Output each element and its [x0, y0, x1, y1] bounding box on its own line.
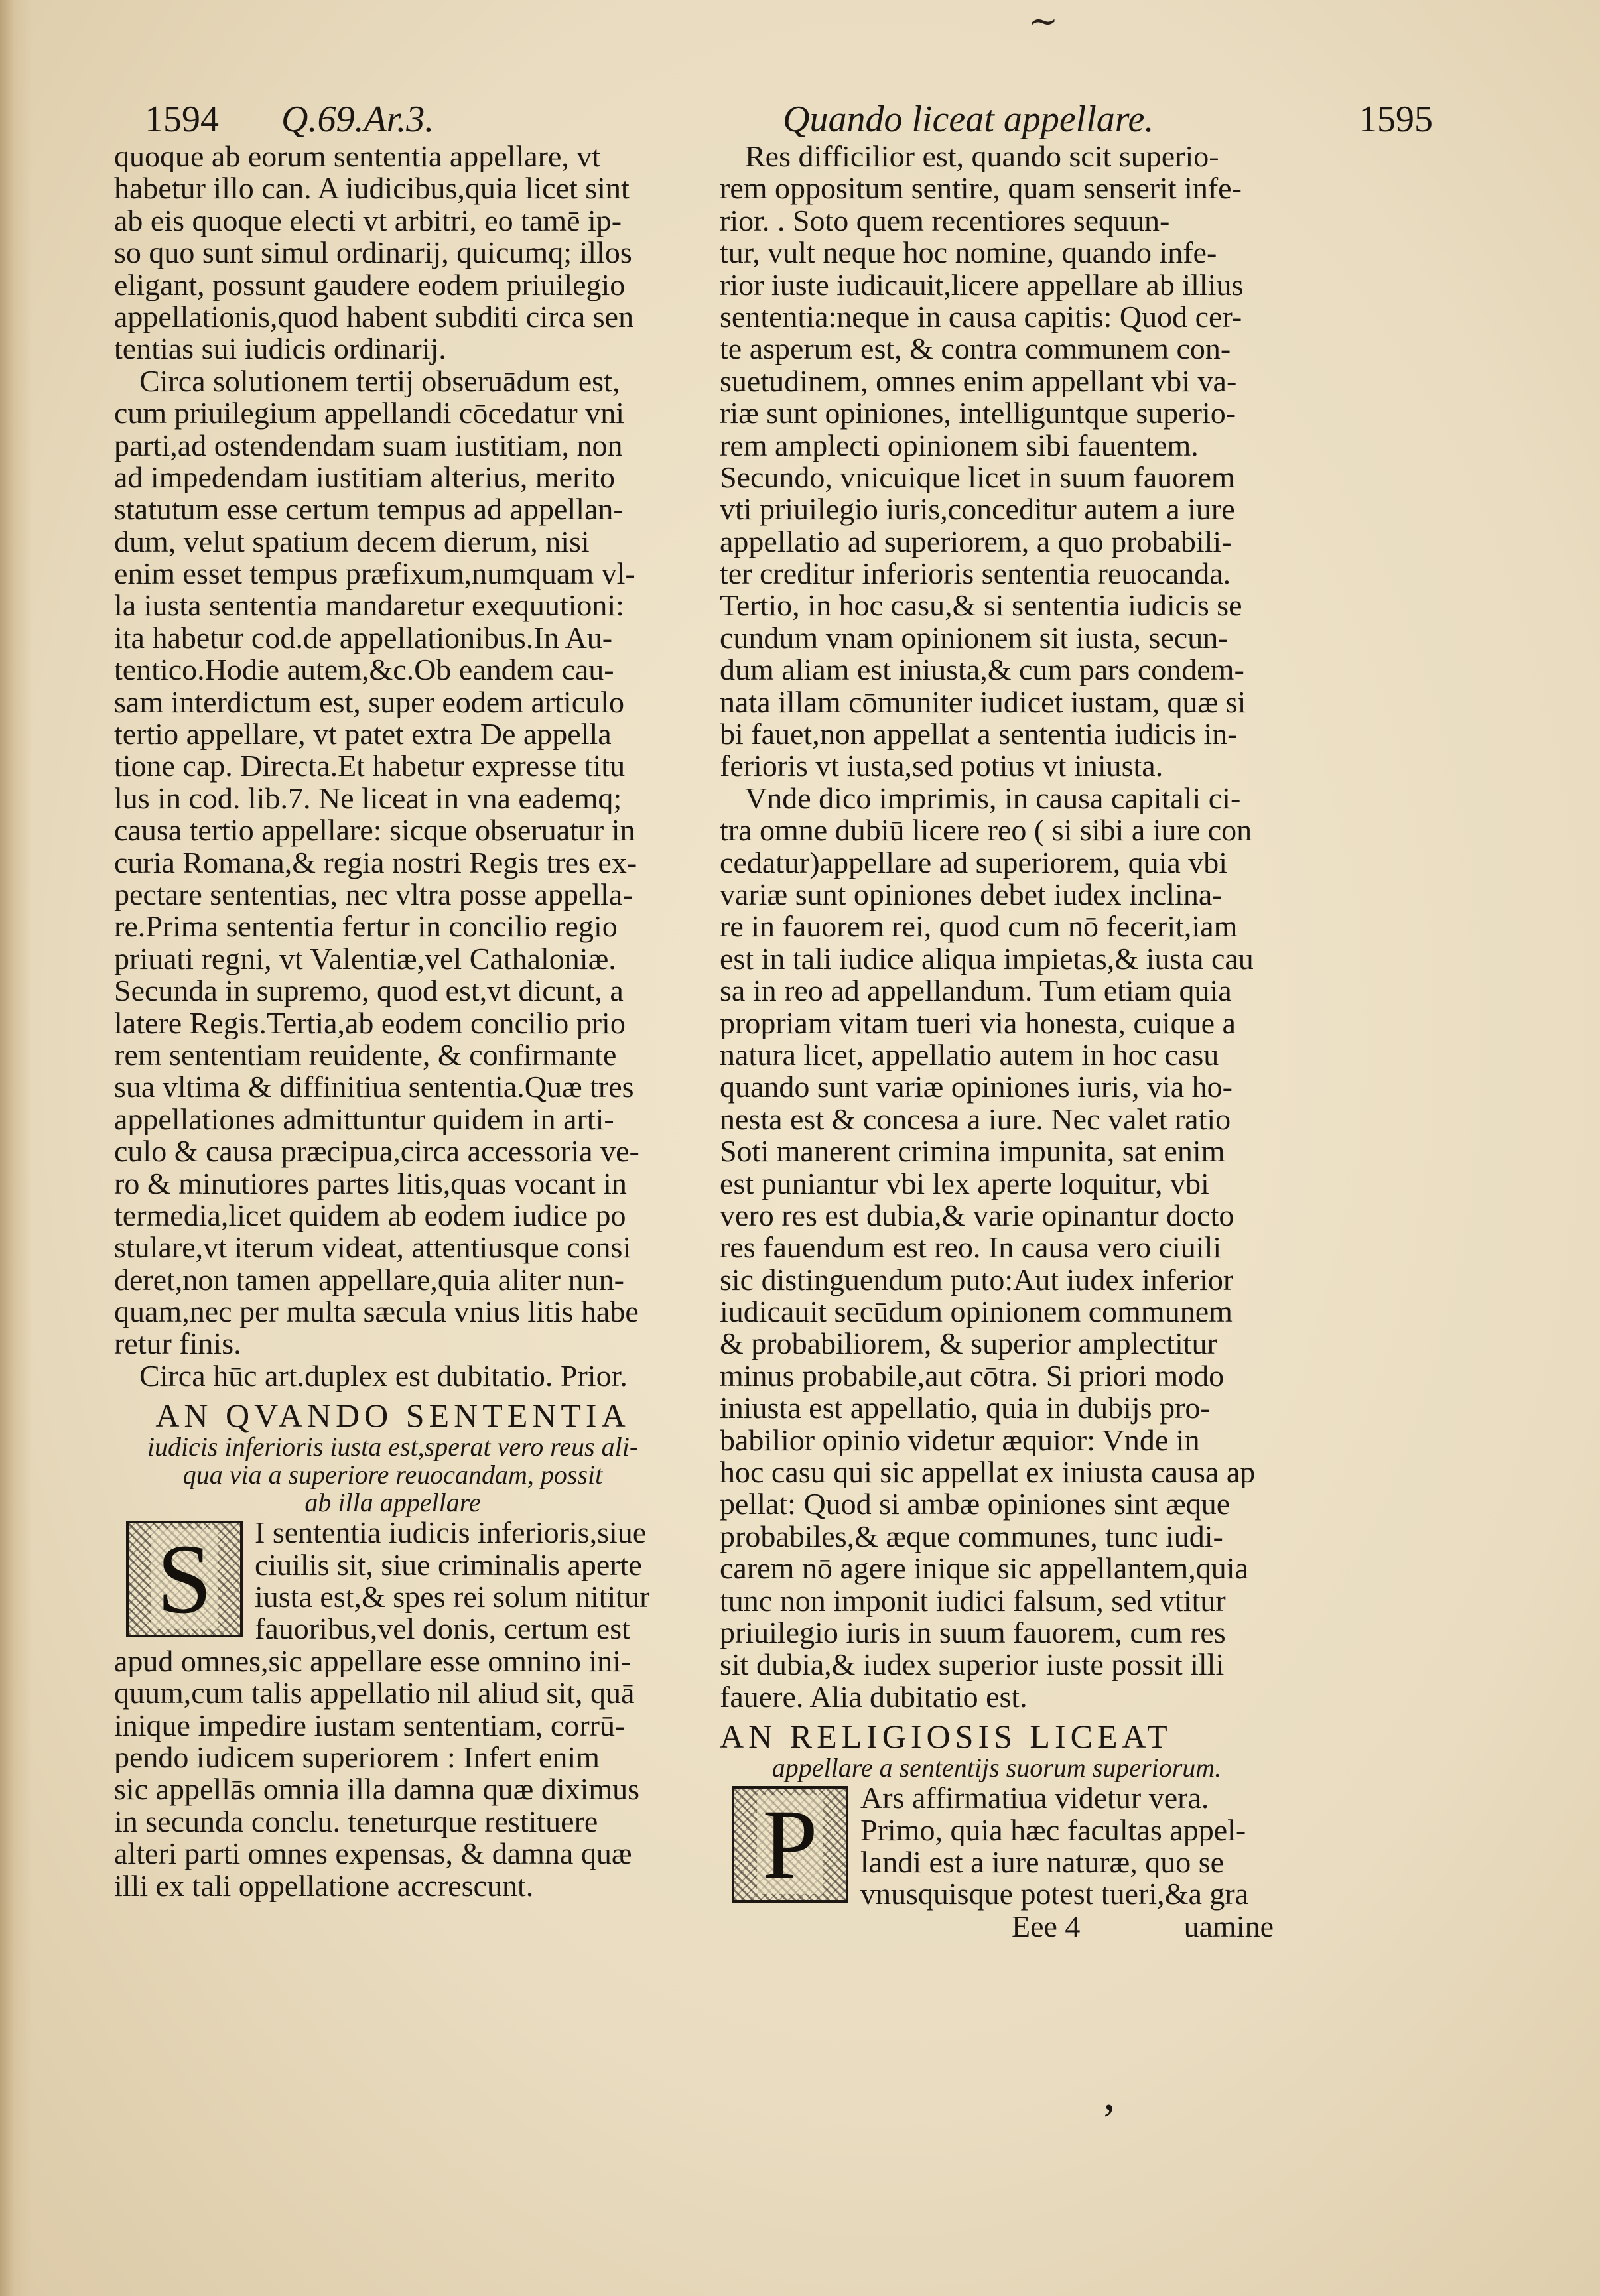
text-line: I sententia iudicis inferioris,siue [255, 1517, 647, 1549]
text-line: iniusta est appellatio, quia in dubijs pro- [720, 1392, 1211, 1425]
text-line: te asperum est, & contra communem con- [720, 333, 1231, 365]
text-line: appellationes admittuntur quidem in arti- [114, 1103, 614, 1136]
section-heading-caps-2: AN RELIGIOSIS LICEAT [720, 1718, 1172, 1755]
left-paragraph-3: Circa hūc art.duplex est dubitatio. Prior. [139, 1360, 628, 1393]
text-line: tentico.Hodie autem,&c.Ob eandem cau- [114, 654, 614, 686]
text-line: ad impedendam iustitiam alterius, merito [114, 461, 615, 494]
text-line: illi ex tali oppellatione accrescunt. [114, 1870, 534, 1902]
text-line: ro & minutiores partes litis,quas vocant in [114, 1167, 627, 1200]
text-line: apud omnes,sic appellare esse omnino ini- [114, 1645, 632, 1678]
text-line: cum priuilegium appellandi cōcedatur vni [114, 397, 624, 430]
catchword: uamine [1183, 1909, 1274, 1943]
text-line: re in fauorem rei, quod cum nō fecerit,iam [720, 911, 1238, 943]
text-line: stulare,vt iterum videat, attentiusque consi [114, 1232, 632, 1264]
text-line: ferioris vt iusta,sed potius vt iniusta. [720, 750, 1164, 783]
section-heading-italic [114, 1433, 671, 1517]
signature-line [720, 1911, 1274, 1943]
text-line: culo & causa præcipua,circa accessoria ve- [114, 1135, 639, 1168]
right-paragraph-2 [720, 783, 1274, 1713]
text-line: deret,non tamen appellare,quia aliter nun- [114, 1263, 624, 1297]
text-line: & probabiliorem, & superior amplectitur [720, 1328, 1217, 1360]
text-line: latere Regis.Tertia,ab eodem concilio prio [114, 1007, 626, 1039]
text-line: bi fauet,non appellat a sententia iudicis in- [720, 718, 1238, 751]
text-line: sam interdictum est, super eodem articulo [114, 686, 624, 719]
text-line: sa in reo ad appellandum. Tum etiam quia [720, 975, 1232, 1007]
text-line: pendo iudicem superiorem : Infert enim [114, 1741, 600, 1774]
text-line: statutum esse certum tempus ad appellan- [114, 493, 624, 526]
text-line: rem sententiam reuidente, & confirmante [114, 1039, 617, 1072]
text-line: alteri parti omnes expensas, & damna quæ [114, 1838, 632, 1870]
text-line: eligant, possunt gaudere eodem priuilegio [114, 269, 626, 301]
left-paragraph-2 [114, 365, 671, 1360]
text-line: iusta est,& spes rei solum nititur [255, 1581, 650, 1614]
text-line: est puniantur vbi lex aperte loquitur, vbi [720, 1167, 1209, 1200]
text-line: quoque ab eorum sententia appellare, vt [114, 141, 601, 173]
left-paragraph-1 [114, 141, 671, 365]
ink-mark: ∼ [1028, 0, 1059, 42]
text-line: est in tali iudice aliqua impietas,& iusta cau [720, 942, 1254, 976]
text-line: vnusquisque potest tueri,&a gra [860, 1878, 1249, 1911]
text-line: in secunda conclu. teneturque restituere [114, 1805, 598, 1838]
ink-blot: ’ [1101, 2095, 1117, 2146]
text-line: nesta est & concesa a iure. Nec valet ratio [720, 1103, 1231, 1136]
text-line: cundum vnam opinionem sit iusta, secun- [720, 621, 1229, 655]
text-line: curia Romana,& regia nostri Regis tres ex- [114, 846, 637, 879]
text-line: Secunda in supremo, quod est,vt dicunt, a [114, 975, 624, 1007]
section-heading-italic-2: appellare a sententijs suorum superiorum. [771, 1754, 1222, 1783]
right-running-title: Quando liceat appellare. [783, 99, 1154, 140]
left-page-header [145, 98, 715, 141]
text-line: minus probabile,aut cōtra. Si priori modo [720, 1360, 1225, 1393]
text-line: retur finis. [114, 1328, 241, 1360]
facing-page-edge [0, 0, 32, 2296]
text-line: quando sunt variæ opiniones iuris, via ho- [720, 1071, 1233, 1104]
text-line: Vnde dico imprimis, in causa capitali ci- [745, 782, 1241, 815]
text-line: quam,nec per multa sæcula vnius litis habe [114, 1296, 639, 1328]
text-line: sic distinguendum puto:Aut iudex inferior [720, 1263, 1234, 1297]
text-line: so quo sunt simul ordinarij, quicumq; illos [114, 237, 632, 269]
signature-mark: Eee 4 [1012, 1909, 1081, 1943]
text-line: tunc non imponit iudici falsum, sed vtitur [720, 1584, 1226, 1617]
text-line: dum aliam est iniusta,& cum pars condem- [720, 654, 1244, 686]
text-line: parti,ad ostendendam suam iustitiam, non [114, 429, 623, 462]
text-line: la iusta sententia mandaretur exequutioni: [114, 590, 624, 622]
right-page-number: 1595 [1359, 99, 1433, 140]
text-line: ciuilis sit, siue criminalis aperte [255, 1549, 642, 1582]
left-running-title: Q.69.Ar.3. [281, 99, 434, 140]
text-line: rem oppositum sentire, quam senserit infe- [720, 172, 1242, 205]
text-line: res fauendum est reo. In causa vero ciuili [720, 1232, 1222, 1264]
text-line: sententia:neque in causa capitis: Quod cer- [720, 300, 1242, 334]
text-line: riæ sunt opiniones, intelliguntque superio- [720, 397, 1236, 430]
text-line: pectare sententias, nec vltra posse appella- [114, 878, 633, 911]
text-line: ab eis quoque electi vt arbitri, eo tamē ip- [114, 204, 622, 237]
text-line: cedatur)appellare ad superiorem, quia vbi [720, 846, 1228, 879]
text-line: inique impedire iustam sententiam, corrū- [114, 1709, 626, 1742]
text-line: enim esset tempus præfixum,numquam vl- [114, 558, 635, 590]
text-line: rior. . Soto quem recentiores sequun- [720, 204, 1170, 237]
right-paragraph-1 [720, 141, 1274, 783]
text-line: tur, vult neque hoc nomine, quando infe- [720, 237, 1217, 269]
text-line: appellationis,quod habent subditi circa sen [114, 300, 634, 334]
heading-italic-line: iudicis inferioris iusta est,sperat vero reus ali- [147, 1433, 639, 1462]
right-initial-paragraph [720, 1782, 1274, 1911]
text-line: suetudinem, omnes enim appellant vbi va- [720, 365, 1237, 398]
text-line: lus in cod. lib.7. Ne liceat in vna eademq; [114, 782, 622, 815]
text-line: Secundo, vnicuique licet in suum fauorem [720, 461, 1235, 494]
text-line: habetur illo can. A iudicibus,quia licet sint [114, 172, 630, 205]
left-text-column [114, 141, 671, 1902]
text-line: ita habetur cod.de appellationibus.In Au- [114, 621, 613, 655]
text-line: probabiles,& æque communes, tunc iudi- [720, 1520, 1223, 1553]
text-line: Primo, quia hæc facultas appel- [860, 1814, 1246, 1846]
text-line: Res difficilior est, quando scit superio- [745, 141, 1219, 173]
left-paragraph-4-rest [114, 1645, 671, 1902]
text-line: Soti manerent crimina impunita, sat enim [720, 1135, 1225, 1168]
heading-italic-line: ab illa appellare [304, 1489, 481, 1517]
right-page-header [783, 98, 1433, 141]
text-line: babilior opinio videtur æquior: Vnde in [720, 1424, 1200, 1457]
text-line: tra omne dubiū licere reo ( si sibi a iure con [720, 814, 1252, 847]
decorated-initial-s: S [126, 1521, 243, 1637]
text-line: iudicauit secūdum opinionem communem [720, 1296, 1233, 1328]
text-line: Tertio, in hoc casu,& si sententia iudicis se [720, 590, 1242, 622]
text-line: variæ sunt opiniones debet iudex inclina- [720, 878, 1223, 911]
text-line: tertio appellare, vt patet extra De appella [114, 718, 612, 751]
text-line: priuilegio iuris in suum fauorem, cum res [720, 1616, 1226, 1649]
text-line: nata illam cōmuniter iudicet iustam, quæ si [720, 686, 1246, 719]
text-line: priuati regni, vt Valentiæ,vel Cathaloniæ. [114, 942, 616, 976]
text-line: pellat: Quod si ambæ opiniones sint æque [720, 1488, 1231, 1521]
text-line: dum, velut spatium decem dierum, nisi [114, 525, 590, 558]
left-page-number: 1594 [145, 99, 219, 140]
text-line: appellatio ad superiorem, a quo probabili- [720, 525, 1232, 558]
text-line: carem nō agere inique sic appellantem,quia [720, 1553, 1248, 1585]
text-line: fauoribus,vel donis, certum est [255, 1613, 630, 1645]
text-line: sic appellās omnia illa damna quæ diximus [114, 1773, 640, 1806]
text-line: tione cap. Directa.Et habetur expresse titu [114, 750, 626, 783]
text-line: Circa solutionem tertij obseruādum est, [139, 365, 620, 398]
heading-italic-line: qua via a superiore reuocandam, possit [182, 1461, 603, 1490]
text-line: fauere. Alia dubitatio est. [720, 1681, 1028, 1714]
text-line: ter creditur inferioris sententia reuocanda. [720, 558, 1231, 590]
right-text-column [720, 141, 1274, 1943]
text-line: sua vltima & diffinitiua sententia.Quæ tres [114, 1071, 634, 1104]
section-heading-caps: AN QVANDO SENTENTIA [155, 1397, 630, 1434]
left-initial-paragraph [114, 1517, 671, 1645]
text-line: Ars affirmatiua videtur vera. [860, 1782, 1209, 1815]
text-line: re.Prima sententia fertur in concilio regio [114, 911, 618, 943]
decorated-initial-p: P [732, 1786, 848, 1903]
text-line: hoc casu qui sic appellat ex iniusta causa ap [720, 1456, 1256, 1489]
text-line: quum,cum talis appellatio nil aliud sit, quā [114, 1677, 635, 1710]
text-line: causa tertio appellare: sicque obseruatur in [114, 814, 635, 847]
text-line: tentias sui iudicis ordinarij. [114, 333, 446, 365]
text-line: rior iuste iudicauit,licere appellare ab illius [720, 269, 1244, 301]
text-line: sit dubia,& iudex superior iuste possit illi [720, 1649, 1225, 1681]
text-line: landi est a iure naturæ, quo se [860, 1846, 1225, 1879]
text-line: rem amplecti opinionem sibi fauentem. [720, 429, 1199, 462]
text-line: propriam vitam tueri via honesta, cuique a [720, 1007, 1236, 1039]
text-line: termedia,licet quidem ab eodem iudice po [114, 1199, 626, 1232]
text-line: natura licet, appellatio autem in hoc casu [720, 1039, 1219, 1072]
text-line: vti priuilegio iuris,conceditur autem a iure [720, 493, 1235, 526]
text-line: vero res est dubia,& varie opinantur docto [720, 1199, 1234, 1232]
